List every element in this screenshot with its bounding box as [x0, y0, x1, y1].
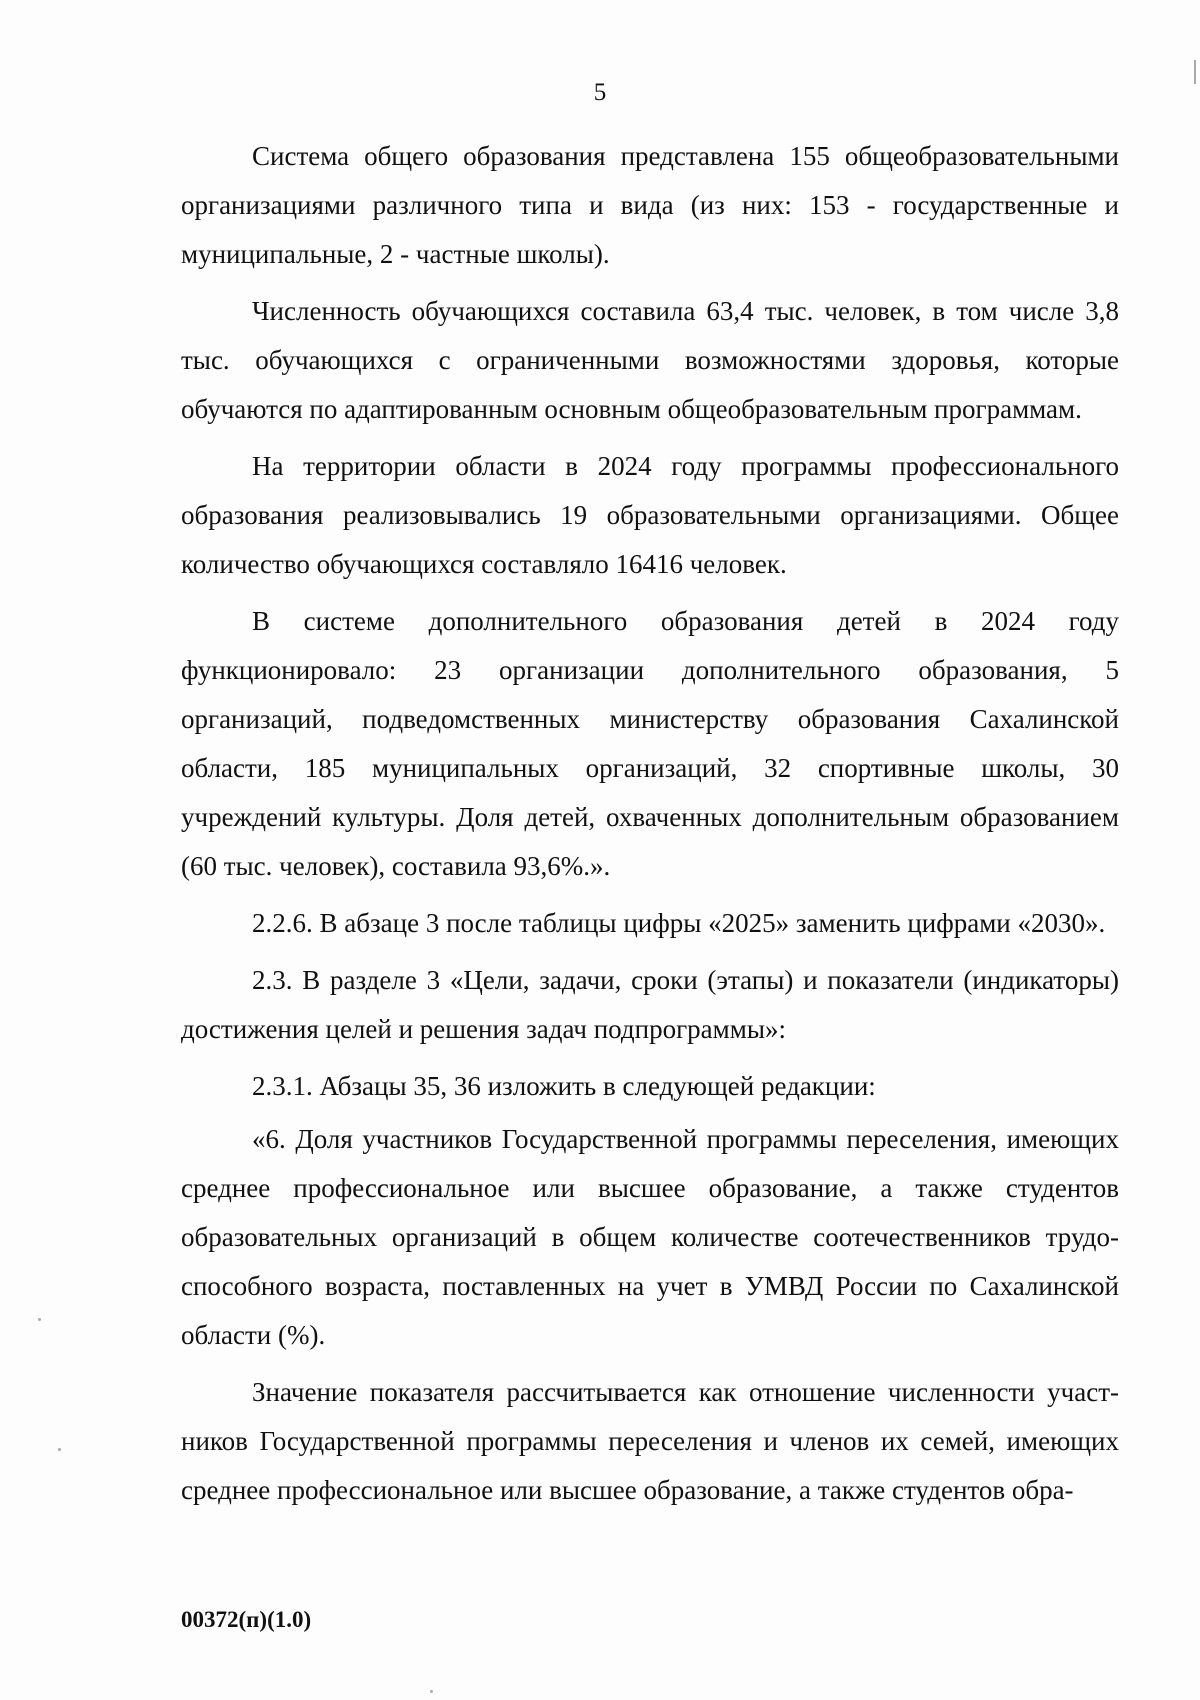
paragraph-professional-education: На территории области в 2024 году программы профессионального образования реализовывались 19 образовательными организациями. Общее количество обучающихся составляло 16416 человек. [181, 451, 1119, 579]
paragraph-indicator-6: «6. Доля участников Государственной программы переселения, имеющих среднее профессиональное или высшее образование, а также студентов образовательных организаций в общем количестве соотечественников трудоспособного возраста, поставленных на учет в УМВД России по Сахалинской области (%). [181, 1124, 1119, 1350]
paragraph-general-education: Система общего образования представлена 155 общеобразовательными организациями различного типа и вида (из них: 153 - государственные и муниципальные, 2 - частные школы). [181, 141, 1119, 269]
paragraph-students-count: Численность обучающихся составила 63,4 тыс. человек, в том числе 3,8 тыс. обучающихся с ограниченными возможностями здоровья, которые обучаются по адаптированным основным общеобразовательным программам. [181, 296, 1119, 424]
scan-artifact [38, 1318, 41, 1321]
document-code: 00372(п)(1.0) [181, 1607, 312, 1632]
scan-artifact [58, 1448, 61, 1451]
scan-artifact [430, 1690, 433, 1693]
paragraph-amendment-2-3: 2.3. В разделе 3 «Цели, задачи, сроки (этапы) и показатели (индикаторы) достижения целей и решения задач подпрограммы»: [181, 965, 1119, 1044]
scan-artifact [1194, 60, 1196, 84]
paragraph-amendment-2-3-1: 2.3.1. Абзацы 35, 36 изложить в следующей редакции: [252, 1071, 876, 1101]
paragraph-indicator-calculation: Значение показателя рассчитывается как отношение численности участников Государственной программы переселения и членов их семей, имеющих среднее профессиональное или высшее образование, а также студентов обра- [181, 1377, 1119, 1505]
page-number: 5 [593, 79, 607, 106]
paragraph-amendment-2-2-6: 2.2.6. В абзаце 3 после таблицы цифры «2025» заменить цифрами «2030». [252, 908, 1106, 938]
document-body [181, 132, 1119, 1523]
paragraph-additional-education: В системе дополнительного образования детей в 2024 году функционировало: 23 организации дополнительного образования, 5 организаций, подведомственных министерству образования Сахалинской области, 185 муниципальных организаций, 32 спортивные школы, 30 учреждений культуры. Доля детей, охваченных дополнительным образованием (60 тыс. человек), составила 93,6%.». [181, 606, 1119, 881]
